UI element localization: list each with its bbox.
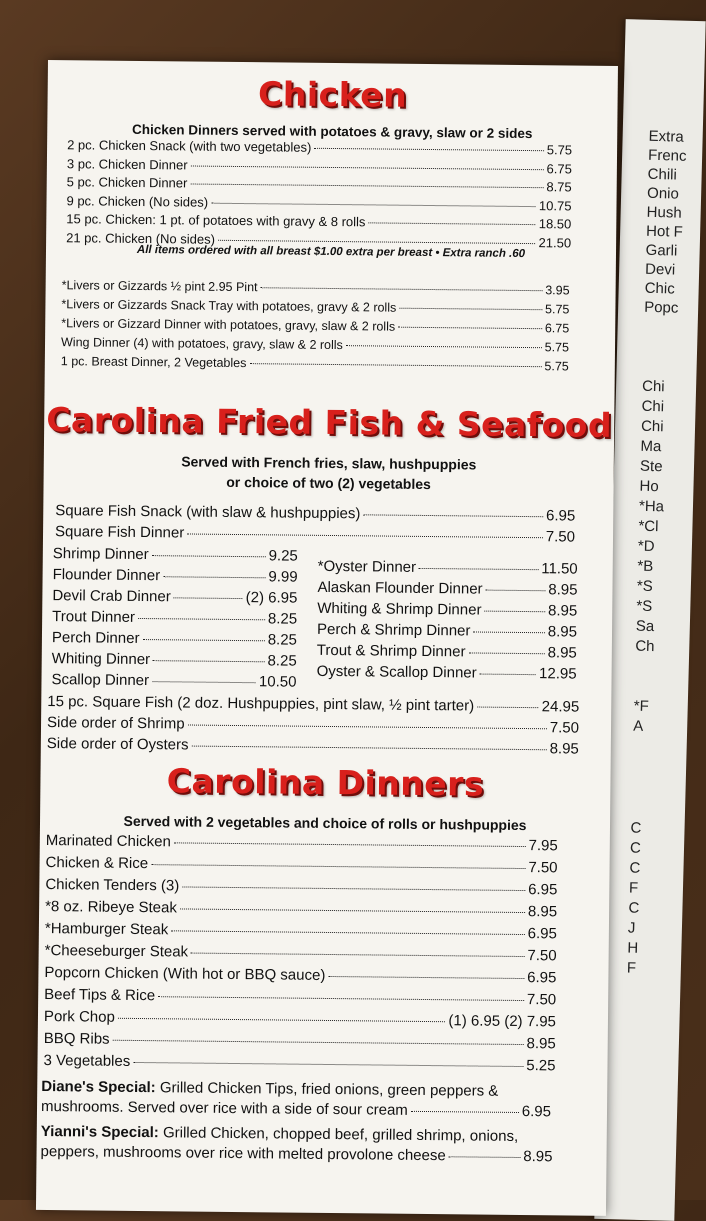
leader-dots — [182, 886, 525, 891]
leader-dots — [171, 930, 524, 935]
leader-dots — [133, 1062, 523, 1067]
chicken-menu-item — [66, 193, 571, 213]
dinner-menu-item — [44, 1030, 556, 1052]
item-name: BBQ Ribs — [43, 1030, 110, 1048]
item-name: Wing Dinner (4) with potatoes, gravy, slaw & 2 rolls — [60, 335, 343, 353]
adjacent-page-text: Chi — [641, 377, 665, 396]
dinner-menu-item — [45, 942, 557, 964]
dinners-heading: Carolina Dinners — [166, 761, 485, 804]
dinner-menu-item — [45, 876, 557, 898]
leader-dots — [398, 327, 542, 330]
item-price: 6.75 — [546, 160, 572, 176]
adjacent-page-text: Ma — [640, 437, 662, 456]
leader-dots — [346, 345, 542, 348]
item-name: Chicken & Rice — [45, 854, 149, 873]
chicken-extra-item — [61, 297, 569, 316]
chicken-extra-item — [61, 354, 569, 373]
item-price: (2) 6.95 — [245, 589, 298, 607]
item-price: 8.25 — [267, 652, 297, 670]
leader-dots — [138, 618, 265, 620]
leader-dots — [484, 611, 545, 613]
item-price: 8.95 — [547, 644, 577, 662]
item-name: Trout Dinner — [52, 608, 136, 626]
item-price: 8.95 — [547, 623, 578, 641]
item-price: 11.50 — [541, 560, 578, 578]
seafood-menu-item — [52, 650, 297, 670]
item-price: 5.75 — [544, 359, 569, 374]
leader-dots — [363, 514, 543, 517]
seafood-menu-item — [55, 523, 575, 545]
item-name: 3 Vegetables — [43, 1052, 131, 1070]
leader-dots — [191, 165, 544, 170]
adjacent-page-text: Garli — [645, 241, 678, 260]
item-price: 8.95 — [547, 602, 578, 620]
diane-special — [41, 1077, 561, 1122]
item-name: Shrimp Dinner — [52, 545, 149, 564]
chicken-menu-item — [67, 156, 572, 176]
item-price: 7.50 — [549, 719, 580, 737]
item-price: 7.50 — [528, 859, 558, 877]
leader-dots — [411, 1111, 519, 1113]
adjacent-page-text: F — [628, 879, 639, 897]
chicken-extra-item — [62, 278, 570, 297]
item-price: 12.95 — [538, 665, 577, 683]
leader-dots — [151, 864, 525, 869]
adjacent-page-text: Chi — [640, 417, 664, 436]
adjacent-page-text: C — [629, 839, 642, 857]
dinner-menu-item — [44, 986, 556, 1008]
leader-dots — [218, 239, 536, 243]
seafood-menu-item — [317, 621, 577, 641]
adjacent-page-text: Ste — [639, 457, 663, 476]
leader-dots — [187, 533, 543, 538]
item-price: 5.75 — [546, 142, 573, 158]
adjacent-page-text: Onio — [646, 184, 680, 203]
adjacent-page-text: Frenc — [647, 146, 687, 165]
leader-dots — [163, 576, 265, 578]
diane-special-price: 6.95 — [521, 1103, 552, 1121]
item-name: *Livers or Gizzards ½ pint 2.95 Pint — [61, 278, 258, 295]
item-price: 5.25 — [526, 1057, 556, 1075]
item-name: *Livers or Gizzard Dinner with potatoes, gravy, slaw & 2 rolls — [61, 316, 396, 334]
item-price: 5.75 — [545, 302, 570, 317]
leader-dots — [249, 363, 541, 367]
yianni-special-line2: peppers, mushrooms over rice with melted provolone cheese — [40, 1142, 446, 1165]
seafood-menu-item — [55, 502, 575, 524]
diane-special-line2: mushrooms. Served over rice with a side of sour cream — [40, 1097, 408, 1119]
yianni-special-price: 8.95 — [523, 1148, 553, 1166]
chicken-extra-item — [61, 335, 569, 354]
yianni-special-label: Yianni's Special: — [40, 1122, 159, 1142]
item-price: 6.95 — [545, 507, 576, 525]
item-name: Beef Tips & Rice — [44, 986, 156, 1005]
leader-dots — [113, 1040, 524, 1045]
item-name: Popcorn Chicken (With hot or BBQ sauce) — [44, 964, 326, 984]
adjacent-page-text: *D — [637, 537, 655, 556]
dinner-menu-item — [44, 964, 556, 986]
item-price: 3.95 — [545, 283, 570, 298]
item-price: 7.50 — [545, 528, 576, 546]
seafood-menu-item — [52, 587, 297, 607]
chicken-extra-item — [61, 316, 569, 335]
adjacent-page-text: Hush — [646, 203, 682, 222]
item-price: 9.25 — [268, 547, 298, 565]
yianni-special-line1: Grilled Chicken, chopped beef, grilled shrimp, onions, — [162, 1124, 519, 1145]
item-price: 6.95 — [527, 925, 557, 943]
item-name: Trout & Shrimp Dinner — [316, 641, 466, 661]
seafood-subtitle-1: Served with French fries, slaw, hushpuppies — [181, 453, 477, 473]
seafood-menu-item — [52, 608, 297, 628]
leader-dots — [118, 1018, 446, 1022]
item-name: Square Fish Dinner — [54, 523, 185, 542]
item-name: Side order of Oysters — [46, 735, 189, 754]
seafood-menu-item — [317, 642, 577, 662]
item-price: 8.95 — [548, 581, 578, 599]
item-name: 21 pc. Chicken (No sides) — [66, 229, 216, 247]
seafood-subtitle-2: or choice of two (2) vegetables — [226, 473, 431, 493]
item-name: Chicken Tenders (3) — [45, 876, 180, 895]
item-name: *8 oz. Ribeye Steak — [45, 898, 177, 917]
seafood-menu-item — [317, 663, 577, 683]
item-name: 15 pc. Square Fish (2 doz. Hushpuppies, pint slaw, ½ pint tarter) — [47, 693, 475, 715]
item-name: 3 pc. Chicken Dinner — [66, 155, 188, 172]
leader-dots — [328, 976, 524, 979]
item-name: Perch Dinner — [51, 629, 140, 647]
leader-dots — [480, 674, 536, 676]
leader-dots — [368, 222, 535, 225]
seafood-menu-item — [47, 693, 579, 716]
item-name: 5 pc. Chicken Dinner — [66, 174, 188, 191]
adjacent-page-text: J — [627, 919, 636, 937]
diane-special-line1: Grilled Chicken Tips, fried onions, green peppers & — [159, 1079, 499, 1100]
dinner-menu-item — [45, 920, 557, 942]
item-name: *Cheeseburger Steak — [44, 942, 189, 961]
item-price: 7.50 — [527, 947, 557, 965]
adjacent-page-text: Ch — [635, 637, 655, 656]
item-price: 18.50 — [538, 216, 572, 232]
item-price: 9.99 — [268, 568, 298, 586]
item-price: 8.95 — [527, 903, 558, 921]
item-name: Marinated Chicken — [45, 832, 171, 851]
item-price: 21.50 — [538, 234, 572, 250]
diane-special-label: Diane's Special: — [41, 1077, 156, 1097]
seafood-menu-item — [53, 545, 298, 565]
menu-page — [36, 60, 618, 1216]
yianni-special — [40, 1122, 560, 1167]
item-name: 1 pc. Breast Dinner, 2 Vegetables — [60, 354, 247, 371]
item-name: Pork Chop — [43, 1008, 115, 1026]
seafood-menu-item — [53, 566, 298, 586]
seafood-menu-item — [47, 714, 579, 737]
adjacent-page-text: *B — [637, 557, 654, 576]
adjacent-page-text: *S — [636, 577, 653, 596]
item-price: 10.75 — [538, 197, 572, 213]
leader-dots — [153, 660, 264, 662]
seafood-heading: Carolina Fried Fish & Seafood — [46, 400, 613, 445]
item-name: 9 pc. Chicken (No sides) — [66, 192, 209, 210]
adjacent-page-text: Devi — [644, 260, 676, 279]
item-name: Alaskan Flounder Dinner — [317, 578, 483, 598]
item-price: 5.75 — [544, 340, 570, 355]
leader-dots — [419, 568, 538, 570]
item-name: 15 pc. Chicken: 1 pt. of potatoes with gravy & 8 rolls — [66, 211, 366, 230]
chicken-heading: Chicken — [257, 74, 408, 115]
leader-dots — [152, 681, 256, 683]
leader-dots — [486, 590, 546, 592]
dinners-subtitle: Served with 2 vegetables and choice of rolls or hushpuppies — [123, 812, 527, 834]
item-price: 10.50 — [258, 673, 297, 691]
leader-dots — [314, 148, 543, 151]
adjacent-page-text: F — [626, 959, 637, 977]
item-name: Oyster & Scallop Dinner — [316, 662, 477, 682]
seafood-menu-item — [51, 671, 296, 691]
chicken-menu-item — [66, 211, 571, 231]
adjacent-page-text: C — [628, 899, 640, 917]
adjacent-page-text: *Ha — [638, 497, 665, 516]
adjacent-page-text: Popc — [643, 298, 679, 317]
item-name: Side order of Shrimp — [46, 714, 185, 733]
item-price: 8.75 — [546, 179, 572, 195]
adjacent-page-text: Chic — [644, 279, 675, 298]
leader-dots — [158, 996, 524, 1001]
item-price: 8.25 — [267, 610, 298, 628]
item-name: Devil Crab Dinner — [52, 587, 171, 606]
leader-dots — [174, 597, 243, 599]
dinner-menu-item — [43, 1052, 555, 1074]
dinner-menu-item — [46, 854, 558, 876]
leader-dots — [142, 639, 264, 641]
item-name: Scallop Dinner — [51, 671, 150, 690]
leader-dots — [152, 555, 266, 557]
item-name: Flounder Dinner — [52, 566, 161, 585]
item-name: Whiting Dinner — [51, 650, 151, 669]
item-name: Whiting & Shrimp Dinner — [317, 599, 482, 619]
leader-dots — [211, 202, 536, 206]
leader-dots — [192, 746, 547, 751]
adjacent-page-text: C — [629, 859, 641, 877]
leader-dots — [188, 724, 547, 729]
item-price: 6.95 — [528, 881, 558, 899]
seafood-menu-item — [47, 735, 579, 758]
seafood-menu-item — [317, 600, 577, 620]
dinner-menu-item — [45, 898, 557, 920]
item-price: 8.25 — [267, 631, 298, 649]
dinner-menu-item — [44, 1008, 556, 1030]
adjacent-page-text: *Cl — [638, 517, 659, 536]
seafood-menu-item — [317, 579, 577, 599]
leader-dots — [477, 707, 539, 709]
item-price: 8.95 — [526, 1035, 556, 1053]
item-price: 7.95 — [528, 837, 558, 855]
item-price: 7.50 — [526, 991, 557, 1009]
item-price: 24.95 — [541, 698, 580, 716]
leader-dots — [468, 652, 544, 654]
leader-dots — [190, 183, 543, 188]
adjacent-page-text: A — [632, 717, 644, 735]
item-price: (1) 6.95 (2) 7.95 — [448, 1012, 557, 1031]
chicken-subtitle: Chicken Dinners served with potatoes & gravy, slaw or 2 sides — [131, 121, 533, 142]
seafood-menu-item — [318, 558, 578, 578]
adjacent-page-text: C — [630, 819, 642, 837]
item-price: 6.75 — [544, 321, 570, 336]
item-name: 2 pc. Chicken Snack (with two vegetables) — [67, 137, 312, 155]
adjacent-page-text: *S — [636, 597, 653, 616]
leader-dots — [473, 631, 544, 633]
item-name: Perch & Shrimp Dinner — [316, 620, 471, 640]
item-name: *Oyster Dinner — [317, 557, 417, 576]
leader-dots — [174, 842, 526, 847]
leader-dots — [449, 1156, 521, 1158]
adjacent-page-text: Chi — [641, 397, 665, 416]
adjacent-page-text: Chili — [647, 165, 678, 184]
adjacent-page-text: H — [627, 939, 639, 957]
item-name: *Livers or Gizzards Snack Tray with potatoes, gravy & 2 rolls — [61, 297, 397, 315]
item-price: 8.95 — [549, 740, 579, 758]
leader-dots — [191, 953, 524, 957]
chicken-menu-item — [67, 174, 572, 194]
adjacent-page-text: Extra — [648, 127, 684, 146]
adjacent-page-text: Hot F — [645, 222, 684, 241]
leader-dots — [399, 308, 542, 310]
leader-dots — [180, 908, 525, 913]
chicken-note: All items ordered with all breast $1.00 extra per breast • Extra ranch .60 — [136, 243, 526, 261]
item-name: *Hamburger Steak — [44, 920, 169, 939]
dinner-menu-item — [46, 832, 558, 854]
item-price: 6.95 — [527, 969, 557, 987]
adjacent-page-text: *F — [633, 697, 649, 715]
item-name: Square Fish Snack (with slaw & hushpuppies) — [55, 502, 361, 523]
seafood-menu-item — [52, 629, 297, 649]
adjacent-page-text: Sa — [635, 617, 655, 636]
leader-dots — [261, 287, 543, 291]
adjacent-page-text: Ho — [639, 477, 659, 496]
